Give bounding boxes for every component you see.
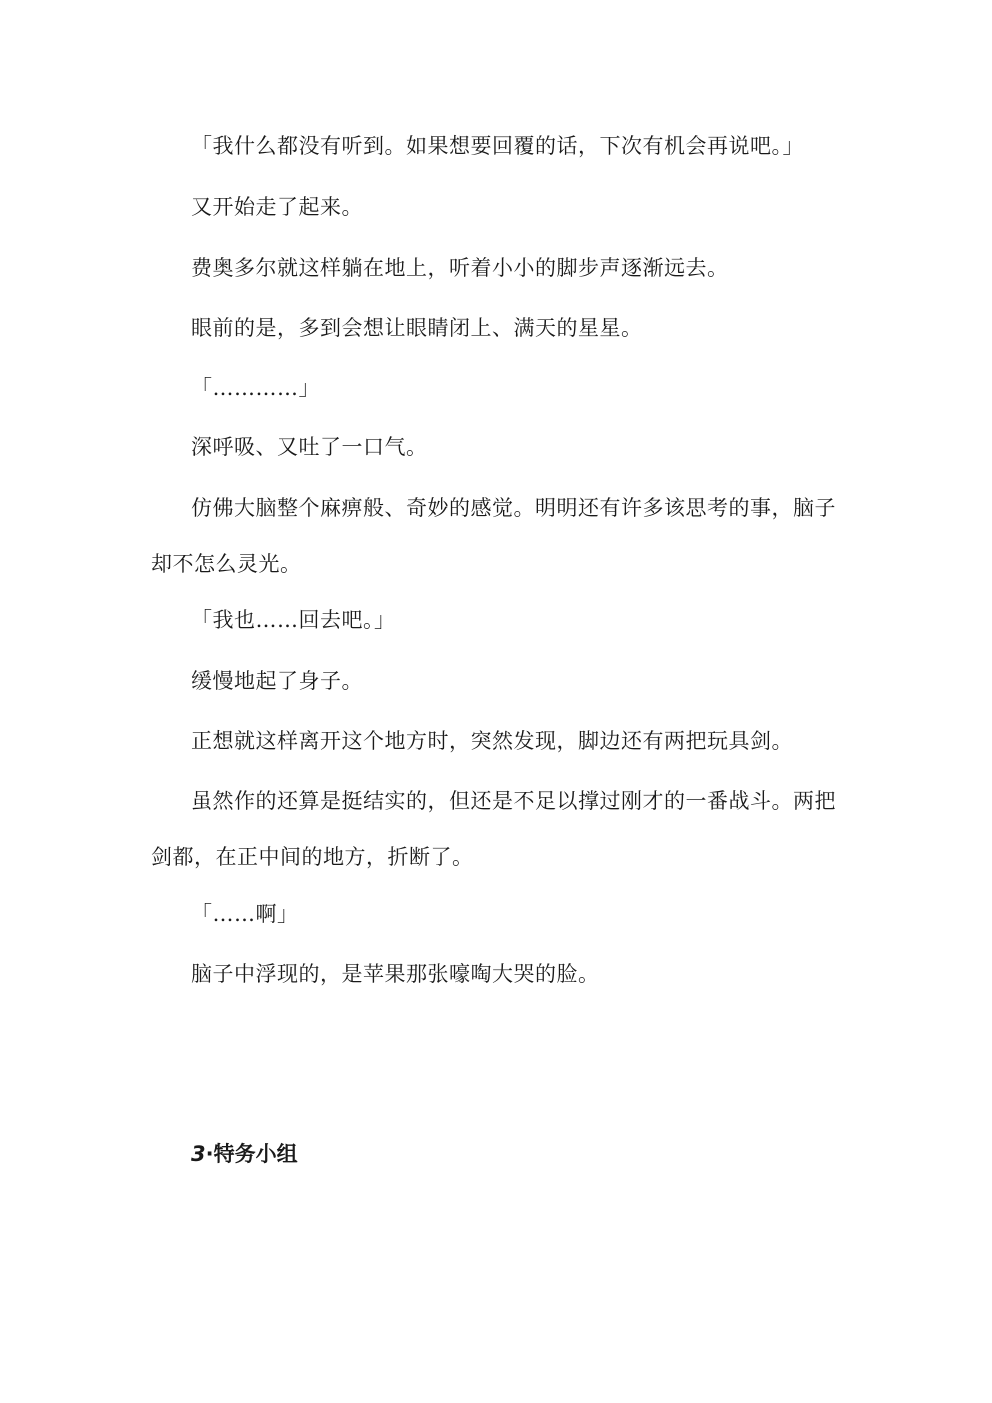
paragraph-8: 「我也……回去吧。」 (191, 608, 396, 632)
section-number: 3 (191, 1142, 206, 1166)
paragraph-2: 又开始走了起来。 (191, 195, 363, 219)
paragraph-4: 眼前的是，多到会想让眼睛闭上、满天的星星。 (191, 316, 643, 340)
section-heading (191, 1134, 298, 1174)
paragraph-6: 深呼吸、又吐了一口气。 (191, 435, 428, 459)
section-title: ·特务小组 (205, 1142, 298, 1166)
paragraph-13: 脑子中浮现的，是苹果那张嚎啕大哭的脸。 (191, 962, 600, 986)
paragraph-5: 「…………」 (191, 376, 320, 400)
paragraph-1: 「我什么都没有听到。如果想要回覆的话，下次有机会再说吧。」 (191, 134, 804, 158)
paragraph-3: 费奥多尔就这样躺在地上，听着小小的脚步声逐渐远去。 (191, 256, 729, 280)
paragraph-10: 正想就这样离开这个地方时，突然发现，脚边还有两把玩具剑。 (191, 729, 793, 753)
paragraph-12: 「……啊」 (191, 902, 299, 926)
paragraph-7: 仿佛大脑整个麻痹般、奇妙的感觉。明明还有许多该思考的事，脑子却不怎么灵光。 (151, 496, 836, 576)
paragraph-11: 虽然作的还算是挺结实的，但还是不足以撑过刚才的一番战斗。两把剑都，在正中间的地方，折断了。 (151, 789, 836, 869)
paragraph-9: 缓慢地起了身子。 (191, 669, 363, 693)
